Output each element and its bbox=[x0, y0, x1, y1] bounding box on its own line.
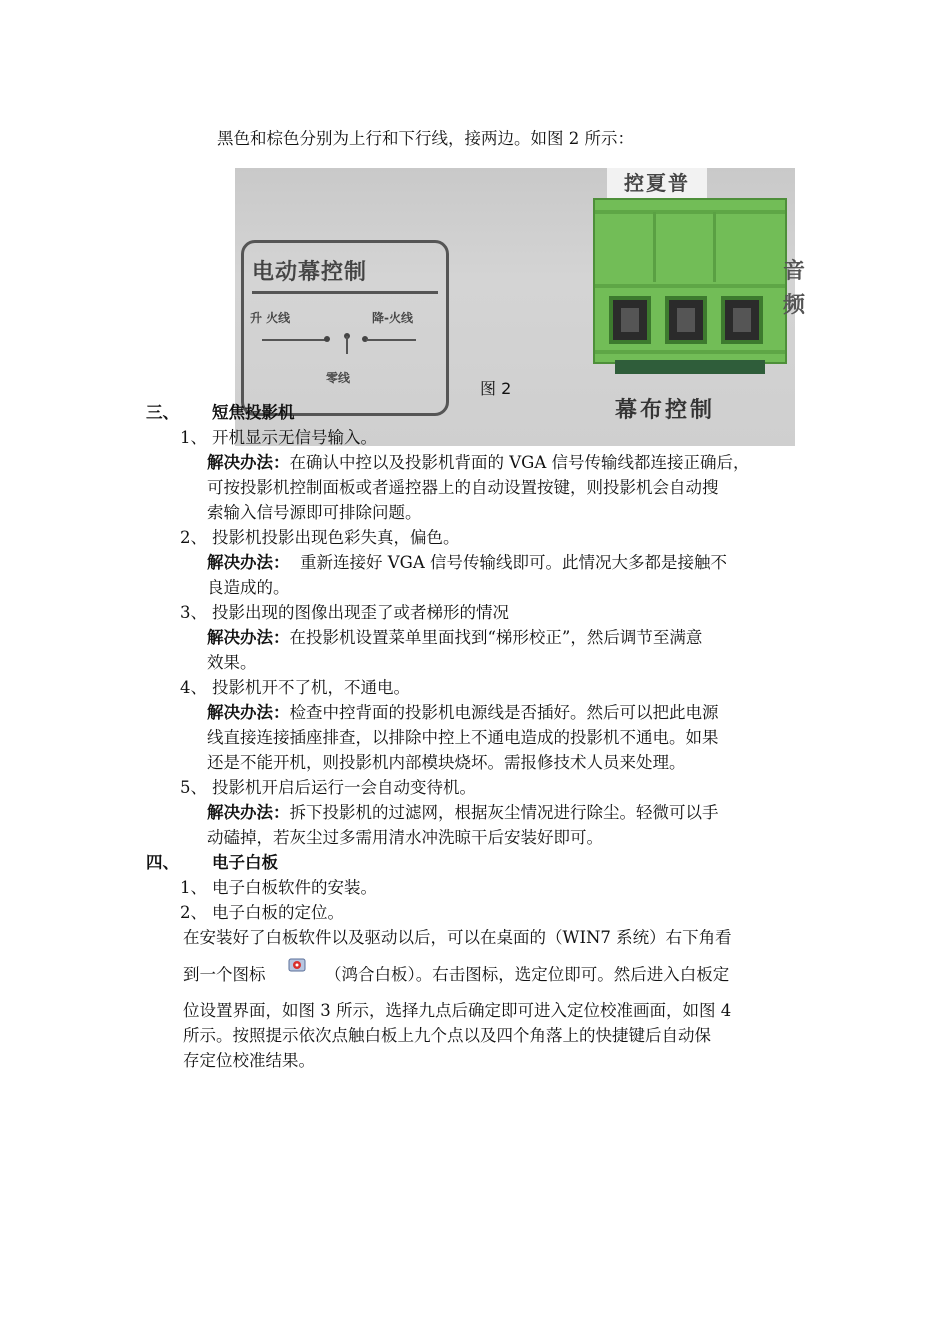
figure-2-photo bbox=[235, 168, 806, 446]
solution-line: 可按投影机控制面板或者遥控器上的自动设置按键，则投影机会自动搜 bbox=[207, 478, 719, 497]
solution-line: 效果。 bbox=[207, 653, 257, 672]
section3-title: 短焦投影机 bbox=[212, 403, 295, 422]
item-problem: 投影出现的图像出现歪了或者梯形的情况 bbox=[212, 603, 509, 622]
edge-text-1: 音 bbox=[783, 259, 806, 284]
solution-line: 动磕掉，若灰尘过多需用清水冲洗晾干后安装好即可。 bbox=[207, 828, 603, 847]
intro-text: 黑色和棕色分别为上行和下行线，接两边。如图 2 所示： bbox=[217, 129, 634, 148]
item-number: 1、 bbox=[180, 878, 207, 897]
solution-line: 还是不能开机，则投影机内部模块烧坏。需报修技术人员来处理。 bbox=[207, 753, 686, 772]
solution-line: 在确认中控以及投影机背面的 VGA 信号传输线都连接正确后， bbox=[289, 453, 750, 472]
solution-line: 拆下投影机的过滤网，根据灰尘情况进行除尘。轻微可以手 bbox=[289, 803, 719, 822]
item-problem: 投影机开启后运行一会自动变待机。 bbox=[212, 778, 476, 797]
solution-label: 解决办法： bbox=[207, 628, 290, 647]
solution-line: 检查中控背面的投影机电源线是否插好。然后可以把此电源 bbox=[289, 703, 719, 722]
honghe-whiteboard-icon bbox=[288, 956, 306, 974]
para-line: 在安装好了白板软件以及驱动以后，可以在桌面的（WIN7 系统）右下角看 bbox=[183, 928, 732, 947]
item-problem: 投影机投影出现色彩失真，偏色。 bbox=[212, 528, 460, 547]
box-left-label: 升 火线 bbox=[250, 311, 291, 325]
para-line: 到一个图标 bbox=[183, 965, 266, 984]
solution-label: 解决办法： bbox=[207, 453, 290, 472]
green-terminal-block bbox=[593, 198, 787, 364]
para-line: （鸿合白板）。右击图标，选定位即可。然后进入白板定 bbox=[325, 965, 730, 984]
para-line: 存定位校准结果。 bbox=[183, 1051, 315, 1070]
section4-number: 四、 bbox=[146, 853, 179, 872]
section3-number: 三、 bbox=[146, 403, 179, 422]
item-number: 5、 bbox=[180, 778, 207, 797]
solution-line: 线直接连接插座排查，以排除中控上不通电造成的投影机不通电。如果 bbox=[207, 728, 719, 747]
para-line: 所示。按照提示依次点触白板上九个点以及四个角落上的快捷键后自动保 bbox=[183, 1026, 711, 1045]
item-number: 3、 bbox=[180, 603, 207, 622]
item-number: 4、 bbox=[180, 678, 207, 697]
solution-line: 索输入信号源即可排除问题。 bbox=[207, 503, 422, 522]
item-text: 电子白板软件的安装。 bbox=[212, 878, 377, 897]
para-line: 位设置界面，如图 3 所示，选择九点后确定即可进入定位校准画面，如图 4 bbox=[183, 1001, 732, 1020]
solution-label: 解决办法： bbox=[207, 703, 290, 722]
item-number: 2、 bbox=[180, 903, 207, 922]
box-bottom-label: 零线 bbox=[326, 371, 351, 385]
item-text: 电子白板的定位。 bbox=[212, 903, 344, 922]
screen-control-panel-label bbox=[241, 240, 449, 416]
figure-caption: 图 2 bbox=[480, 379, 512, 398]
solution-line: 良造成的。 bbox=[207, 578, 290, 597]
section4-title: 电子白板 bbox=[212, 853, 278, 872]
item-problem: 投影机开不了机，不通电。 bbox=[212, 678, 410, 697]
item-problem: 开机显示无信号输入。 bbox=[212, 428, 377, 447]
item-number: 1、 bbox=[180, 428, 207, 447]
solution-label: 解决办法： bbox=[207, 803, 290, 822]
box-title: 电动幕控制 bbox=[252, 255, 438, 294]
solution-line: 重新连接好 VGA 信号传输线即可。此情况大多都是接触不 bbox=[289, 553, 727, 572]
solution-line: 在投影机设置菜单里面找到“梯形校正”，然后调节至满意 bbox=[289, 628, 703, 647]
box-right-label: 降-火线 bbox=[372, 311, 413, 325]
curtain-control-label: 幕布控制 bbox=[615, 398, 716, 423]
edge-text-2: 频 bbox=[783, 293, 806, 318]
solution-label: 解决办法： bbox=[207, 553, 290, 572]
item-number: 2、 bbox=[180, 528, 207, 547]
sharp-control-tag: 控夏普 bbox=[607, 168, 707, 198]
